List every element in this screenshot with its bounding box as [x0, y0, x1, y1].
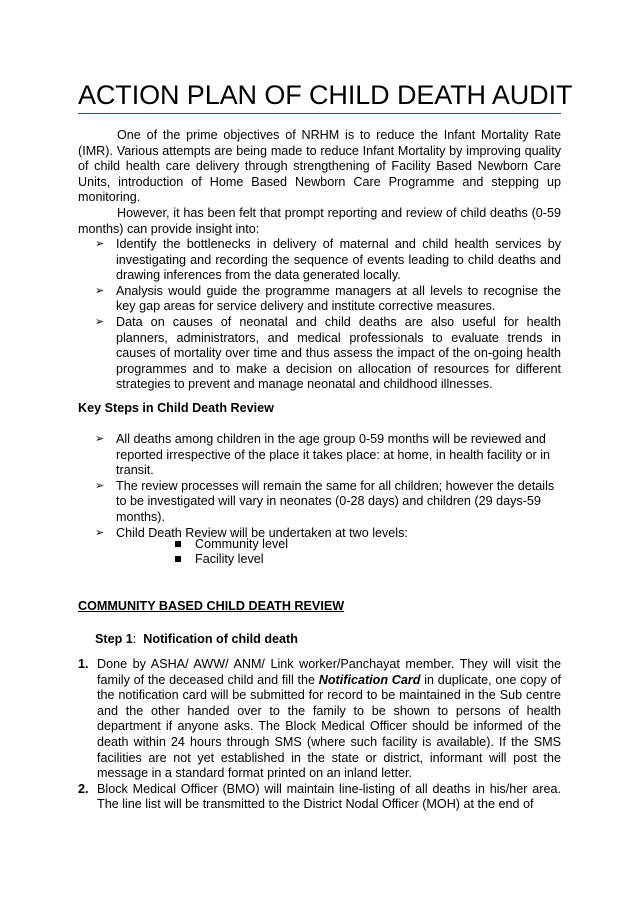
- step-title: Notification of child death: [143, 632, 298, 646]
- bullet-text: Data on causes of neonatal and child deaths are also useful for health planners, administrators, and medical professionals to evaluate trends in causes of mortality over time and thus assess the impact of the on-going health programmes and to make a decision on allocation of resources for different strategies to prevent and manage neonatal and childhood illnesses.: [116, 314, 561, 392]
- arrow-bullet-icon: ➢: [95, 479, 105, 492]
- notification-card-emphasis: Notification Card: [318, 672, 421, 687]
- list-item: [95, 432, 561, 479]
- step-1-numbered-list: [78, 657, 561, 813]
- intro-paragraph-2: However, it has been felt that prompt reporting and review of child deaths (0-59 months) can provide insight into:: [78, 206, 561, 236]
- community-review-heading: COMMUNITY BASED CHILD DEATH REVIEW: [78, 599, 345, 613]
- arrow-bullet-icon: ➢: [95, 238, 105, 250]
- item-number: 1.: [78, 657, 89, 671]
- item-text: Block Medical Officer (BMO) will maintain line-listing of all deaths in his/her area. The line list will be transmitted to the District Nodal Officer (MOH) at the end of: [97, 781, 561, 812]
- item-text-part: Done by ASHA/ AWW/ ANM/ Link worker/Panchayat member. They will visit the family of the deceased child and fill the: [97, 657, 561, 687]
- item-number: 2.: [78, 781, 89, 796]
- list-item: [78, 657, 561, 782]
- key-steps-heading: Key Steps in Child Death Review: [78, 401, 274, 415]
- list-item: [95, 479, 561, 526]
- key-steps-bullet-list: [95, 432, 561, 541]
- arrow-bullet-icon: ➢: [95, 433, 105, 445]
- square-bullet-icon: [175, 556, 181, 562]
- step-separator: :: [132, 632, 137, 646]
- bullet-text: Identify the bottlenecks in delivery of maternal and child health services by investigating and recording the sequence of events leading to child deaths and drawing inferences from the data generated locally.: [116, 237, 561, 283]
- arrow-bullet-icon: ➢: [95, 315, 105, 328]
- square-bullet-icon: [175, 541, 181, 547]
- list-item: [78, 782, 561, 813]
- bullet-text: Analysis would guide the programme managers at all levels to recognise the key gap areas for service delivery and institute corrective measures.: [116, 283, 561, 314]
- bullet-text: Child Death Review will be undertaken at two levels:: [116, 525, 408, 540]
- list-item: [95, 284, 561, 315]
- list-item: [95, 237, 561, 284]
- list-item: [95, 526, 561, 542]
- level-item-community: [175, 537, 288, 553]
- step-1-heading: [95, 632, 298, 648]
- page-title: ACTION PLAN OF CHILD DEATH AUDIT: [78, 80, 573, 110]
- step-label: Step 1: [95, 632, 133, 646]
- item-text-part: in duplicate, one copy of the notification card will be submitted for record to be maintained in the Sub centre and the other handed over to the family to be shown to persons of health department if anyone asks. The Block Medical Officer should be informed of the death within 24 hours through SMS (where such facility is available). If the SMS facilities are not yet established in the state or district, informant will post the message in a standard format printed on an inland letter.: [97, 672, 562, 781]
- insight-bullet-list: [95, 237, 561, 393]
- title-underline-rule: [78, 113, 561, 114]
- bullet-text: All deaths among children in the age group 0-59 months will be reviewed and reported irrespective of the place it takes place: at home, in health facility or in transit.: [116, 432, 551, 478]
- intro-paragraph-1: One of the prime objectives of NRHM is to reduce the Infant Mortality Rate (IMR). Various attempts are being made to reduce Infant Mortality by improving quality of child health care delivery through strengthening of Facility Based Newborn Care Units, introduction of Home Based Newborn Care Programme and stepping up monitoring.: [78, 128, 561, 205]
- level-item-facility: [175, 552, 264, 568]
- level-label: Facility level: [195, 552, 264, 566]
- arrow-bullet-icon: ➢: [95, 526, 105, 539]
- arrow-bullet-icon: ➢: [95, 284, 105, 297]
- list-item: [95, 315, 561, 393]
- level-label: Community level: [195, 537, 289, 551]
- bullet-text: The review processes will remain the same for all children; however the details to be investigated will vary in neonates (0-28 days) and children (29 days-59 months).: [116, 478, 555, 524]
